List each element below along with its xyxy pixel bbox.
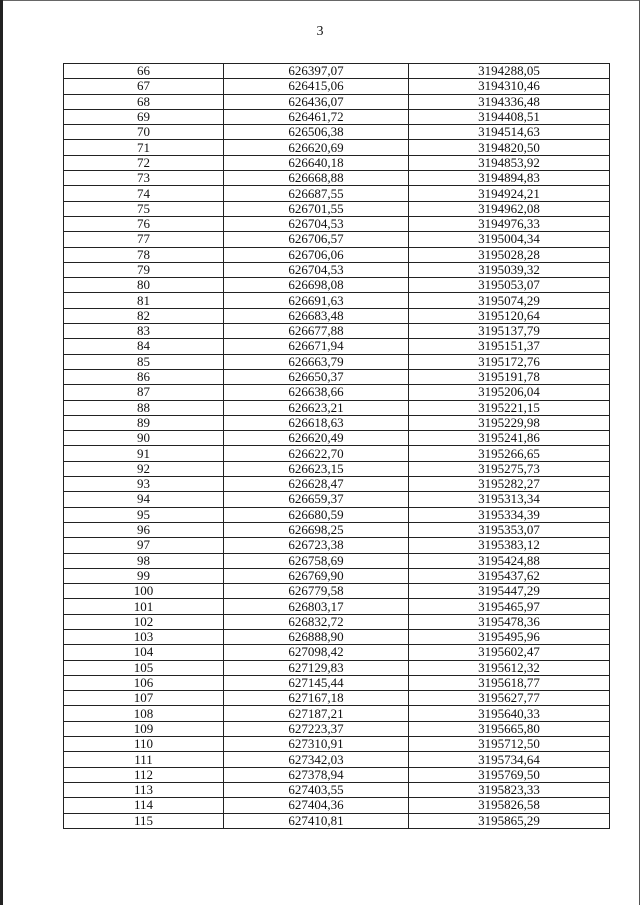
- x-coordinate-cell: 626779,58: [224, 584, 409, 599]
- point-number-cell: 67: [64, 79, 224, 94]
- y-coordinate-cell: 3195221,15: [409, 400, 610, 415]
- table-row: [64, 660, 610, 675]
- point-number-cell: 94: [64, 492, 224, 507]
- x-coordinate-cell: 626832,72: [224, 614, 409, 629]
- x-coordinate-cell: 626683,48: [224, 308, 409, 323]
- y-coordinate-cell: 3194894,83: [409, 171, 610, 186]
- x-coordinate-cell: 626618,63: [224, 415, 409, 430]
- y-coordinate-cell: 3195437,62: [409, 568, 610, 583]
- table-row: [64, 64, 610, 79]
- y-coordinate-cell: 3195275,73: [409, 461, 610, 476]
- y-coordinate-cell: 3195424,88: [409, 553, 610, 568]
- table-row: [64, 216, 610, 231]
- table-row: [64, 629, 610, 644]
- x-coordinate-cell: 627223,37: [224, 721, 409, 736]
- point-number-cell: 79: [64, 262, 224, 277]
- point-number-cell: 73: [64, 171, 224, 186]
- point-number-cell: 100: [64, 584, 224, 599]
- y-coordinate-cell: 3195334,39: [409, 507, 610, 522]
- x-coordinate-cell: 626706,57: [224, 232, 409, 247]
- point-number-cell: 82: [64, 308, 224, 323]
- x-coordinate-cell: 626698,25: [224, 522, 409, 537]
- page-left-edge: [0, 0, 3, 905]
- y-coordinate-cell: 3194336,48: [409, 94, 610, 109]
- x-coordinate-cell: 626677,88: [224, 324, 409, 339]
- x-coordinate-cell: 626415,06: [224, 79, 409, 94]
- x-coordinate-cell: 626620,49: [224, 431, 409, 446]
- point-number-cell: 89: [64, 415, 224, 430]
- x-coordinate-cell: 627403,55: [224, 782, 409, 797]
- table-row: [64, 431, 610, 446]
- x-coordinate-cell: 626659,37: [224, 492, 409, 507]
- y-coordinate-cell: 3195627,77: [409, 691, 610, 706]
- point-number-cell: 110: [64, 737, 224, 752]
- y-coordinate-cell: 3195313,34: [409, 492, 610, 507]
- point-number-cell: 95: [64, 507, 224, 522]
- y-coordinate-cell: 3195865,29: [409, 813, 610, 828]
- table-row: [64, 109, 610, 124]
- x-coordinate-cell: 626623,15: [224, 461, 409, 476]
- y-coordinate-cell: 3195612,32: [409, 660, 610, 675]
- x-coordinate-cell: 627098,42: [224, 645, 409, 660]
- table-row: [64, 278, 610, 293]
- x-coordinate-cell: 627410,81: [224, 813, 409, 828]
- y-coordinate-cell: 3195383,12: [409, 538, 610, 553]
- table-row: [64, 247, 610, 262]
- y-coordinate-cell: 3195826,58: [409, 798, 610, 813]
- y-coordinate-cell: 3195665,80: [409, 721, 610, 736]
- point-number-cell: 106: [64, 675, 224, 690]
- point-number-cell: 75: [64, 201, 224, 216]
- table-row: [64, 538, 610, 553]
- page-top-edge: [0, 0, 640, 1]
- table-row: [64, 94, 610, 109]
- table-row: [64, 507, 610, 522]
- table-row: [64, 721, 610, 736]
- table-row: [64, 706, 610, 721]
- point-number-cell: 104: [64, 645, 224, 660]
- x-coordinate-cell: 626888,90: [224, 629, 409, 644]
- table-row: [64, 369, 610, 384]
- table-row: [64, 584, 610, 599]
- x-coordinate-cell: 626397,07: [224, 64, 409, 79]
- x-coordinate-cell: 626723,38: [224, 538, 409, 553]
- point-number-cell: 76: [64, 216, 224, 231]
- x-coordinate-cell: 627129,83: [224, 660, 409, 675]
- point-number-cell: 69: [64, 109, 224, 124]
- point-number-cell: 112: [64, 767, 224, 782]
- table-row: [64, 308, 610, 323]
- x-coordinate-cell: 626461,72: [224, 109, 409, 124]
- y-coordinate-cell: 3195137,79: [409, 324, 610, 339]
- point-number-cell: 101: [64, 599, 224, 614]
- table-row: [64, 354, 610, 369]
- table-row: [64, 186, 610, 201]
- table-row: [64, 599, 610, 614]
- table-row: [64, 385, 610, 400]
- y-coordinate-cell: 3195282,27: [409, 477, 610, 492]
- table-row: [64, 400, 610, 415]
- y-coordinate-cell: 3194924,21: [409, 186, 610, 201]
- x-coordinate-cell: 626701,55: [224, 201, 409, 216]
- x-coordinate-cell: 626622,70: [224, 446, 409, 461]
- table-row: [64, 492, 610, 507]
- table-row: [64, 262, 610, 277]
- y-coordinate-cell: 3194408,51: [409, 109, 610, 124]
- x-coordinate-cell: 626671,94: [224, 339, 409, 354]
- y-coordinate-cell: 3195053,07: [409, 278, 610, 293]
- point-number-cell: 83: [64, 324, 224, 339]
- point-number-cell: 70: [64, 125, 224, 140]
- x-coordinate-cell: 626704,53: [224, 262, 409, 277]
- table-row: [64, 201, 610, 216]
- table-row: [64, 446, 610, 461]
- point-number-cell: 114: [64, 798, 224, 813]
- table-row: [64, 477, 610, 492]
- y-coordinate-cell: 3194820,50: [409, 140, 610, 155]
- table-row: [64, 339, 610, 354]
- point-number-cell: 88: [64, 400, 224, 415]
- point-number-cell: 105: [64, 660, 224, 675]
- y-coordinate-cell: 3194310,46: [409, 79, 610, 94]
- x-coordinate-cell: 627378,94: [224, 767, 409, 782]
- table-row: [64, 798, 610, 813]
- point-number-cell: 71: [64, 140, 224, 155]
- y-coordinate-cell: 3195602,47: [409, 645, 610, 660]
- table-row: [64, 675, 610, 690]
- y-coordinate-cell: 3194514,63: [409, 125, 610, 140]
- y-coordinate-cell: 3195712,50: [409, 737, 610, 752]
- x-coordinate-cell: 626628,47: [224, 477, 409, 492]
- point-number-cell: 85: [64, 354, 224, 369]
- table-row: [64, 125, 610, 140]
- y-coordinate-cell: 3195229,98: [409, 415, 610, 430]
- point-number-cell: 91: [64, 446, 224, 461]
- x-coordinate-cell: 627145,44: [224, 675, 409, 690]
- point-number-cell: 66: [64, 64, 224, 79]
- y-coordinate-cell: 3195120,64: [409, 308, 610, 323]
- x-coordinate-cell: 627404,36: [224, 798, 409, 813]
- y-coordinate-cell: 3195353,07: [409, 522, 610, 537]
- point-number-cell: 86: [64, 369, 224, 384]
- table-row: [64, 767, 610, 782]
- table-row: [64, 568, 610, 583]
- x-coordinate-cell: 626698,08: [224, 278, 409, 293]
- point-number-cell: 108: [64, 706, 224, 721]
- coordinates-table-body: [64, 64, 610, 829]
- x-coordinate-cell: 626623,21: [224, 400, 409, 415]
- point-number-cell: 99: [64, 568, 224, 583]
- y-coordinate-cell: 3195823,33: [409, 782, 610, 797]
- point-number-cell: 103: [64, 629, 224, 644]
- y-coordinate-cell: 3195769,50: [409, 767, 610, 782]
- x-coordinate-cell: 626687,55: [224, 186, 409, 201]
- table-row: [64, 140, 610, 155]
- x-coordinate-cell: 626803,17: [224, 599, 409, 614]
- x-coordinate-cell: 626758,69: [224, 553, 409, 568]
- table-row: [64, 691, 610, 706]
- point-number-cell: 84: [64, 339, 224, 354]
- point-number-cell: 87: [64, 385, 224, 400]
- y-coordinate-cell: 3195206,04: [409, 385, 610, 400]
- y-coordinate-cell: 3195028,28: [409, 247, 610, 262]
- x-coordinate-cell: 626680,59: [224, 507, 409, 522]
- table-row: [64, 522, 610, 537]
- y-coordinate-cell: 3195039,32: [409, 262, 610, 277]
- point-number-cell: 78: [64, 247, 224, 262]
- table-row: [64, 293, 610, 308]
- y-coordinate-cell: 3195151,37: [409, 339, 610, 354]
- table-row: [64, 614, 610, 629]
- x-coordinate-cell: 627310,91: [224, 737, 409, 752]
- table-row: [64, 737, 610, 752]
- table-row: [64, 171, 610, 186]
- point-number-cell: 96: [64, 522, 224, 537]
- y-coordinate-cell: 3194853,92: [409, 155, 610, 170]
- x-coordinate-cell: 627342,03: [224, 752, 409, 767]
- point-number-cell: 68: [64, 94, 224, 109]
- table-row: [64, 79, 610, 94]
- point-number-cell: 81: [64, 293, 224, 308]
- point-number-cell: 77: [64, 232, 224, 247]
- y-coordinate-cell: 3194976,33: [409, 216, 610, 231]
- x-coordinate-cell: 626640,18: [224, 155, 409, 170]
- point-number-cell: 109: [64, 721, 224, 736]
- y-coordinate-cell: 3194962,08: [409, 201, 610, 216]
- table-row: [64, 553, 610, 568]
- x-coordinate-cell: 627187,21: [224, 706, 409, 721]
- y-coordinate-cell: 3195241,86: [409, 431, 610, 446]
- table-row: [64, 782, 610, 797]
- y-coordinate-cell: 3194288,05: [409, 64, 610, 79]
- y-coordinate-cell: 3195495,96: [409, 629, 610, 644]
- point-number-cell: 80: [64, 278, 224, 293]
- table-row: [64, 155, 610, 170]
- point-number-cell: 72: [64, 155, 224, 170]
- x-coordinate-cell: 626638,66: [224, 385, 409, 400]
- y-coordinate-cell: 3195478,36: [409, 614, 610, 629]
- x-coordinate-cell: 626506,38: [224, 125, 409, 140]
- point-number-cell: 107: [64, 691, 224, 706]
- table-row: [64, 324, 610, 339]
- y-coordinate-cell: 3195618,77: [409, 675, 610, 690]
- y-coordinate-cell: 3195074,29: [409, 293, 610, 308]
- table-row: [64, 232, 610, 247]
- point-number-cell: 93: [64, 477, 224, 492]
- table-row: [64, 645, 610, 660]
- x-coordinate-cell: 626650,37: [224, 369, 409, 384]
- point-number-cell: 102: [64, 614, 224, 629]
- point-number-cell: 113: [64, 782, 224, 797]
- x-coordinate-cell: 627167,18: [224, 691, 409, 706]
- x-coordinate-cell: 626620,69: [224, 140, 409, 155]
- y-coordinate-cell: 3195266,65: [409, 446, 610, 461]
- table-row: [64, 752, 610, 767]
- y-coordinate-cell: 3195004,34: [409, 232, 610, 247]
- x-coordinate-cell: 626706,06: [224, 247, 409, 262]
- y-coordinate-cell: 3195172,76: [409, 354, 610, 369]
- point-number-cell: 98: [64, 553, 224, 568]
- point-number-cell: 90: [64, 431, 224, 446]
- y-coordinate-cell: 3195734,64: [409, 752, 610, 767]
- y-coordinate-cell: 3195191,78: [409, 369, 610, 384]
- y-coordinate-cell: 3195640,33: [409, 706, 610, 721]
- table-row: [64, 813, 610, 828]
- point-number-cell: 115: [64, 813, 224, 828]
- point-number-cell: 97: [64, 538, 224, 553]
- x-coordinate-cell: 626704,53: [224, 216, 409, 231]
- x-coordinate-cell: 626769,90: [224, 568, 409, 583]
- table-row: [64, 415, 610, 430]
- x-coordinate-cell: 626663,79: [224, 354, 409, 369]
- x-coordinate-cell: 626668,88: [224, 171, 409, 186]
- y-coordinate-cell: 3195465,97: [409, 599, 610, 614]
- coordinates-table: [63, 63, 610, 829]
- page-number: 3: [316, 24, 324, 39]
- table-row: [64, 461, 610, 476]
- x-coordinate-cell: 626691,63: [224, 293, 409, 308]
- y-coordinate-cell: 3195447,29: [409, 584, 610, 599]
- point-number-cell: 111: [64, 752, 224, 767]
- point-number-cell: 74: [64, 186, 224, 201]
- x-coordinate-cell: 626436,07: [224, 94, 409, 109]
- point-number-cell: 92: [64, 461, 224, 476]
